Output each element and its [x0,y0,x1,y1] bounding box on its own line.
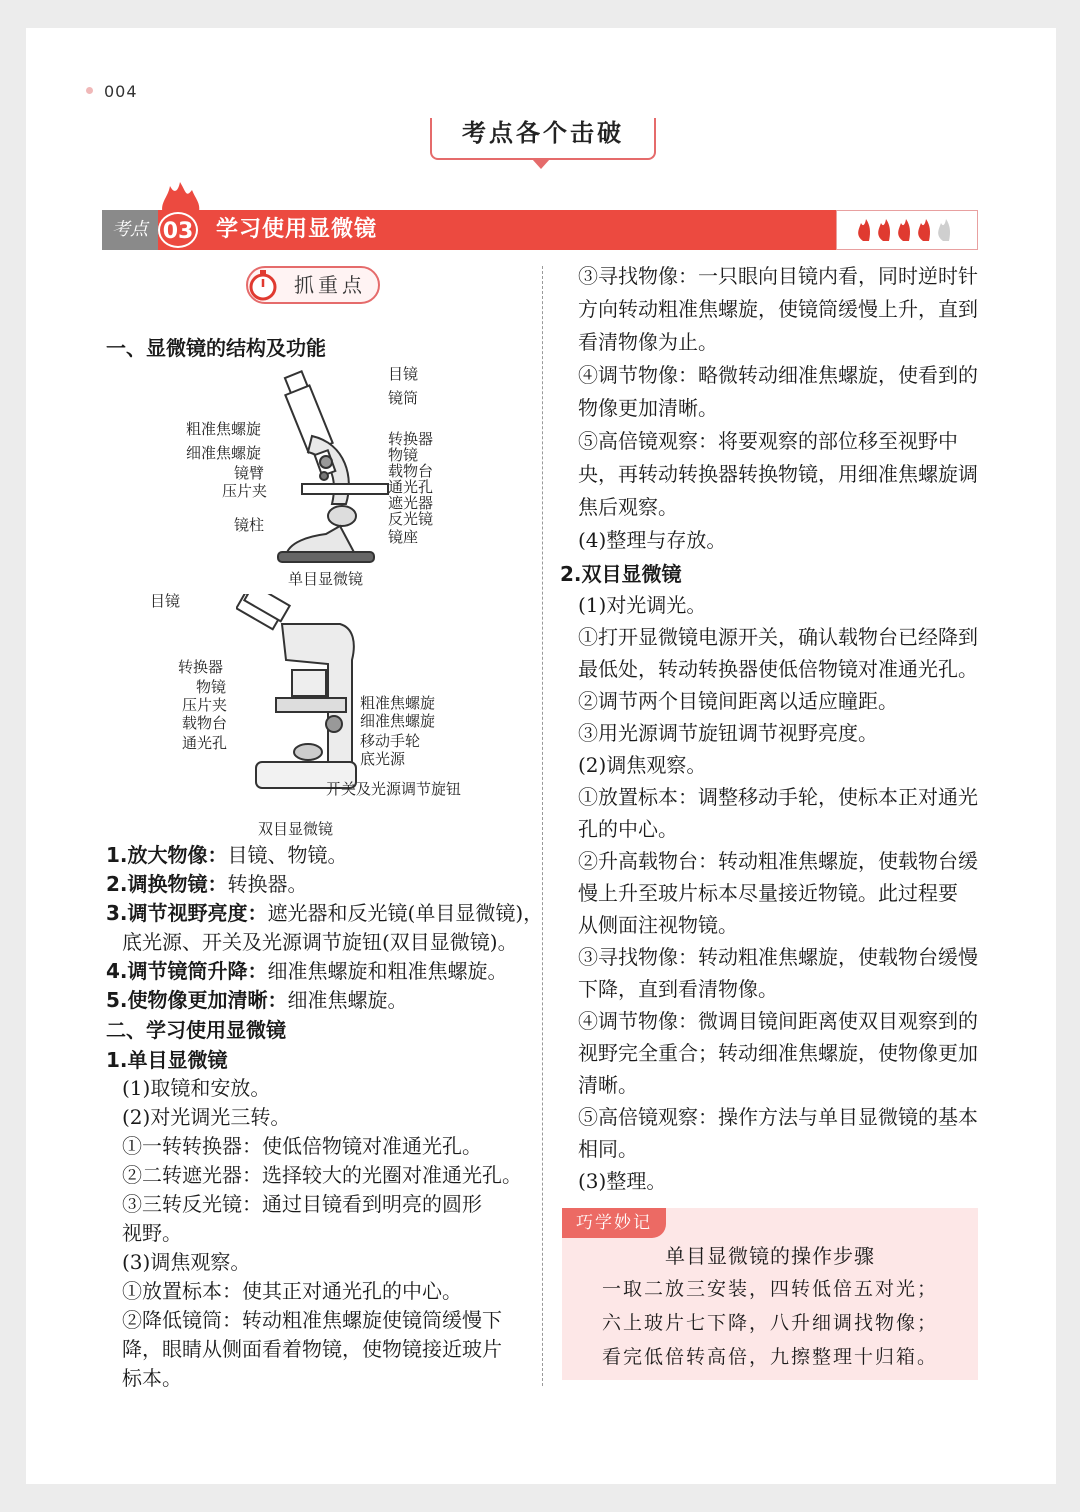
right-line: 焦后观察。 [578,495,678,519]
bino-label-clip: 压片夹 [182,696,228,714]
heading-monocular: 1.单目显微镜 [106,1048,228,1072]
right-line: 央，再转动转换器转换物镜，用细准焦螺旋调 [578,462,978,486]
step-line: (3)调焦观察。 [122,1250,251,1274]
mono-label-base: 镜座 [388,528,419,546]
mono-label-objective: 物镜 [388,446,419,464]
right-line: (1)对光调光。 [578,593,707,617]
bino-label-hole: 通光孔 [182,734,228,752]
bino-label-objective: 物镜 [196,678,227,696]
bino-label-wheel: 移动手轮 [360,732,421,750]
monocular-microscope-illustration [266,366,406,566]
right-line: (2)调焦观察。 [578,753,707,777]
right-line: (3)整理。 [578,1169,667,1193]
banner-pointer [532,159,550,169]
mono-label-hole: 通光孔 [388,478,434,496]
right-line: 从侧面注视物镜。 [578,913,738,937]
right-line: 清晰。 [578,1073,638,1097]
bino-label-coarse: 粗准焦螺旋 [360,694,436,712]
binocular-microscope-illustration [236,594,376,794]
difficulty-rating [836,210,978,250]
mono-label-coarse: 粗准焦螺旋 [186,420,262,438]
right-line: 慢上升至玻片标本尽量接近物镜。此过程要 [578,881,958,905]
mono-label-stage: 载物台 [388,462,434,480]
stopwatch-icon [246,268,280,302]
step-line: 降，眼睛从侧面看着物镜，使物镜接近玻片 [122,1337,502,1361]
right-line: 看清物像为止。 [578,330,718,354]
function-4: 4.调节镜筒升降：细准焦螺旋和粗准焦螺旋。 [106,959,508,983]
step-line: 标本。 [122,1366,182,1390]
memo-line: 六上玻片七下降，八升细调找物像； [601,1312,938,1334]
step-line: ①一转转换器：使低倍物镜对准通光孔。 [122,1134,482,1158]
memo-tag: 巧学妙记 [562,1208,666,1238]
mono-label-eyepiece: 目镜 [388,365,419,383]
function-2: 2.调换物镜：转换器。 [106,872,308,896]
mono-label-arm: 镜臂 [234,464,265,482]
memo-line: 看完低倍转高倍，九擦整理十归箱。 [601,1346,938,1368]
bino-label-eyepiece: 目镜 [150,592,181,610]
mono-label-clip: 压片夹 [222,482,268,500]
step-line: (2)对光调光三转。 [122,1105,291,1129]
step-line: (1)取镜和安放。 [122,1076,271,1100]
memo-line: 一取二放三安装，四转低倍五对光； [601,1278,938,1300]
bino-label-light: 底光源 [360,750,406,768]
mono-label-converter: 转换器 [388,430,434,448]
column-divider [542,266,543,1386]
bino-label-converter: 转换器 [178,658,224,676]
section-number: 03 [158,212,198,248]
step-line: ①放置标本：使其正对通光孔的中心。 [122,1279,462,1303]
right-line: (4)整理与存放。 [578,528,727,552]
right-line: ①放置标本：调整移动手轮，使标本正对通光 [578,785,978,809]
right-line: ①打开显微镜电源开关，确认载物台已经降到 [578,625,978,649]
mono-label-diaphragm: 遮光器 [388,494,434,512]
mono-label-tube: 镜筒 [388,389,419,407]
function-1: 1.放大物像：目镜、物镜。 [106,843,348,867]
banner-title: 考点各个击破 [430,118,656,160]
right-line: ④调节物像：微调目镜间距离使双目观察到的 [578,1009,978,1033]
step-line: 视野。 [122,1221,182,1245]
right-line: 相同。 [578,1137,638,1161]
step-line: ③三转反光镜：通过目镜看到明亮的圆形 [122,1192,482,1216]
function-5: 5.使物像更加清晰：细准焦螺旋。 [106,988,408,1012]
right-line: ②调节两个目镜间距离以适应瞳距。 [578,689,898,713]
bino-label-stage: 载物台 [182,714,228,732]
page-number: 004 [104,82,138,101]
bino-label-switch: 开关及光源调节旋钮 [326,780,462,798]
function-3-cont: 底光源、开关及光源调节旋钮(双目显微镜)。 [122,930,518,954]
section-title: 学习使用显微镜 [216,217,378,242]
right-line: ③寻找物像：一只眼向目镜内看，同时逆时针 [578,264,978,288]
page [26,28,1056,1484]
right-line: 下降，直到看清物像。 [578,977,778,1001]
function-3: 3.调节视野亮度：遮光器和反光镜(单目显微镜)， [106,901,544,925]
mono-label-mirror: 反光镜 [388,510,434,528]
flame-rating-icon [858,219,930,241]
right-line: ②升高载物台：转动粗准焦螺旋，使载物台缓 [578,849,978,873]
right-line: ④调节物像：略微转动细准焦螺旋，使看到的 [578,363,978,387]
flame-icon [156,180,206,216]
step-line: ②降低镜筒：转动粗准焦螺旋使镜筒缓慢下 [122,1308,502,1332]
step-line: ②二转遮光器：选择较大的光圈对准通光孔。 [122,1163,522,1187]
right-line: 方向转动粗准焦螺旋，使镜筒缓慢上升，直到 [578,297,978,321]
page-number-dot [86,87,93,94]
bino-caption: 双目显微镜 [258,820,334,838]
heading-structure: 一、显微镜的结构及功能 [106,336,326,360]
heading-binocular: 2.双目显微镜 [560,562,682,586]
mono-label-pillar: 镜柱 [234,516,265,534]
right-line: 视野完全重合；转动细准焦螺旋，使物像更加 [578,1041,978,1065]
mono-caption: 单目显微镜 [288,570,364,588]
right-line: 物像更加清晰。 [578,396,718,420]
heading-usage: 二、学习使用显微镜 [106,1018,286,1042]
focus-label: 抓重点 [294,273,366,297]
right-line: 最低处，转动转换器使低倍物镜对准通光孔。 [578,657,978,681]
memo-title: 单目显微镜的操作步骤 [665,1244,875,1268]
right-line: ⑤高倍镜观察：将要观察的部位移至视野中 [578,429,958,453]
mono-label-fine: 细准焦螺旋 [186,444,262,462]
section-tag: 考点 [102,210,158,250]
right-line: ⑤高倍镜观察：操作方法与单目显微镜的基本 [578,1105,978,1129]
right-line: 孔的中心。 [578,817,678,841]
right-line: ③寻找物像：转动粗准焦螺旋，使载物台缓慢 [578,945,978,969]
right-line: ③用光源调节旋钮调节视野亮度。 [578,721,878,745]
bino-label-fine: 细准焦螺旋 [360,712,436,730]
